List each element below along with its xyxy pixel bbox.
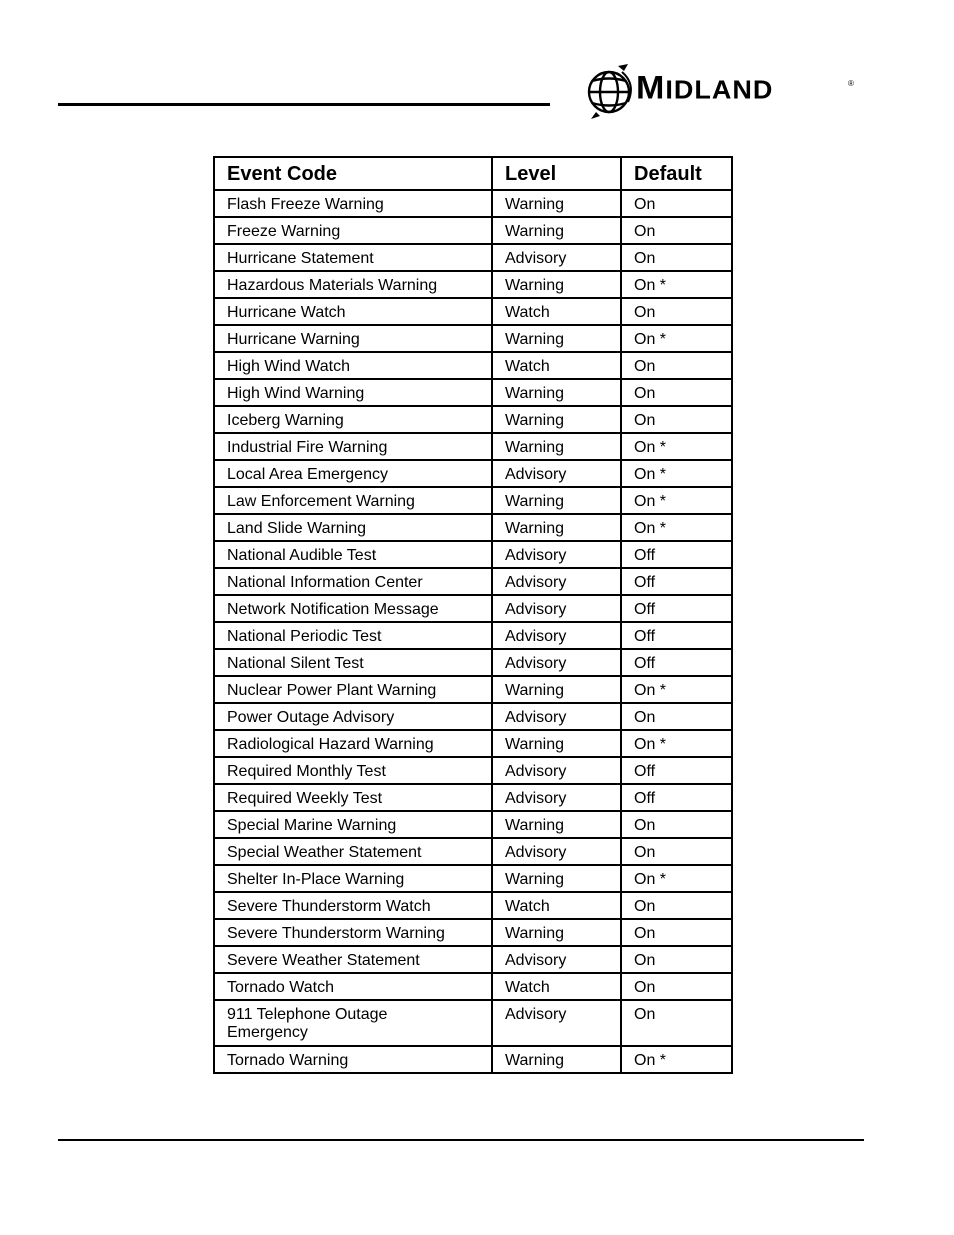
cell-default: On * <box>621 460 732 487</box>
cell-event-code: Power Outage Advisory <box>214 703 492 730</box>
cell-level: Watch <box>492 892 621 919</box>
cell-default: On <box>621 1000 732 1046</box>
table-row <box>214 649 732 676</box>
cell-event-code: Iceberg Warning <box>214 406 492 433</box>
cell-default: On <box>621 190 732 217</box>
cell-level: Warning <box>492 676 621 703</box>
cell-level: Warning <box>492 730 621 757</box>
cell-event-code: Radiological Hazard Warning <box>214 730 492 757</box>
cell-level: Watch <box>492 352 621 379</box>
footer-rule <box>58 1139 864 1141</box>
cell-default: On <box>621 919 732 946</box>
cell-default: On <box>621 298 732 325</box>
cell-default: On * <box>621 1046 732 1073</box>
table-row <box>214 217 732 244</box>
cell-default: On <box>621 703 732 730</box>
cell-level: Warning <box>492 811 621 838</box>
cell-default: On * <box>621 730 732 757</box>
registered-mark: ® <box>848 79 854 88</box>
cell-level: Warning <box>492 433 621 460</box>
cell-level: Warning <box>492 379 621 406</box>
table-body <box>214 190 732 1073</box>
cell-default: On * <box>621 271 732 298</box>
cell-event-code: Hurricane Watch <box>214 298 492 325</box>
cell-default: On * <box>621 865 732 892</box>
header-rule <box>58 103 550 106</box>
cell-event-code: Hurricane Warning <box>214 325 492 352</box>
cell-default: On <box>621 352 732 379</box>
table-row <box>214 190 732 217</box>
cell-event-code: Hurricane Statement <box>214 244 492 271</box>
cell-event-code: Special Weather Statement <box>214 838 492 865</box>
table-row <box>214 406 732 433</box>
table-row <box>214 1046 732 1073</box>
cell-level: Warning <box>492 325 621 352</box>
cell-level: Advisory <box>492 244 621 271</box>
cell-event-code: High Wind Warning <box>214 379 492 406</box>
table-row <box>214 757 732 784</box>
table-row <box>214 838 732 865</box>
cell-event-code: Required Monthly Test <box>214 757 492 784</box>
cell-level: Warning <box>492 271 621 298</box>
cell-default: Off <box>621 541 732 568</box>
table-row <box>214 595 732 622</box>
cell-event-code: Nuclear Power Plant Warning <box>214 676 492 703</box>
cell-level: Advisory <box>492 541 621 568</box>
cell-level: Warning <box>492 217 621 244</box>
cell-default: Off <box>621 568 732 595</box>
cell-default: On <box>621 892 732 919</box>
cell-event-code: National Information Center <box>214 568 492 595</box>
cell-event-code: Required Weekly Test <box>214 784 492 811</box>
cell-event-code: Tornado Warning <box>214 1046 492 1073</box>
table-row <box>214 514 732 541</box>
header-default: Default <box>621 157 732 190</box>
table-row <box>214 244 732 271</box>
table-row <box>214 379 732 406</box>
cell-event-code: Law Enforcement Warning <box>214 487 492 514</box>
cell-default: On * <box>621 514 732 541</box>
cell-default: On * <box>621 433 732 460</box>
table-row <box>214 892 732 919</box>
cell-event-code: National Silent Test <box>214 649 492 676</box>
cell-event-code: High Wind Watch <box>214 352 492 379</box>
cell-level: Warning <box>492 865 621 892</box>
cell-event-code: Land Slide Warning <box>214 514 492 541</box>
table-row <box>214 541 732 568</box>
cell-level: Advisory <box>492 838 621 865</box>
cell-default: On <box>621 946 732 973</box>
cell-default: On <box>621 217 732 244</box>
cell-level: Warning <box>492 190 621 217</box>
header-event-code: Event Code <box>214 157 492 190</box>
table-row <box>214 622 732 649</box>
cell-event-code: National Audible Test <box>214 541 492 568</box>
table-row <box>214 298 732 325</box>
cell-default: Off <box>621 649 732 676</box>
brand-wordmark <box>636 70 774 107</box>
table-row <box>214 433 732 460</box>
cell-level: Warning <box>492 514 621 541</box>
header-level: Level <box>492 157 621 190</box>
cell-level: Warning <box>492 406 621 433</box>
cell-default: On * <box>621 676 732 703</box>
event-code-table <box>213 156 733 1074</box>
table-header-row <box>214 157 732 190</box>
globe-icon <box>584 62 638 120</box>
cell-level: Warning <box>492 919 621 946</box>
cell-event-code: Industrial Fire Warning <box>214 433 492 460</box>
cell-event-code: Severe Thunderstorm Warning <box>214 919 492 946</box>
cell-event-code: Severe Weather Statement <box>214 946 492 973</box>
cell-event-code: 911 Telephone Outage Emergency <box>214 1000 492 1046</box>
cell-event-code: Special Marine Warning <box>214 811 492 838</box>
cell-default: Off <box>621 784 732 811</box>
table-row <box>214 676 732 703</box>
cell-default: On <box>621 406 732 433</box>
cell-level: Warning <box>492 487 621 514</box>
cell-default: On <box>621 379 732 406</box>
table-row <box>214 1000 732 1046</box>
brand-first-letter: M <box>636 70 666 107</box>
table-row <box>214 730 732 757</box>
cell-event-code: Hazardous Materials Warning <box>214 271 492 298</box>
table-row <box>214 460 732 487</box>
table-row <box>214 784 732 811</box>
cell-level: Advisory <box>492 595 621 622</box>
table-row <box>214 568 732 595</box>
cell-event-code: Severe Thunderstorm Watch <box>214 892 492 919</box>
cell-default: Off <box>621 622 732 649</box>
cell-level: Warning <box>492 1046 621 1073</box>
brand-rest: IDLAND <box>665 75 774 105</box>
table-row <box>214 487 732 514</box>
cell-event-code: Network Notification Message <box>214 595 492 622</box>
cell-event-code: National Periodic Test <box>214 622 492 649</box>
cell-level: Advisory <box>492 1000 621 1046</box>
cell-event-code: Tornado Watch <box>214 973 492 1000</box>
cell-default: On <box>621 244 732 271</box>
cell-default: On <box>621 973 732 1000</box>
cell-default: On * <box>621 487 732 514</box>
cell-level: Advisory <box>492 622 621 649</box>
table-row <box>214 703 732 730</box>
table-row <box>214 325 732 352</box>
table-row <box>214 271 732 298</box>
cell-level: Watch <box>492 973 621 1000</box>
cell-default: On * <box>621 325 732 352</box>
table-row <box>214 811 732 838</box>
cell-default: On <box>621 838 732 865</box>
cell-event-code: Local Area Emergency <box>214 460 492 487</box>
table-row <box>214 973 732 1000</box>
cell-level: Advisory <box>492 460 621 487</box>
table-row <box>214 946 732 973</box>
cell-default: Off <box>621 595 732 622</box>
cell-event-code: Freeze Warning <box>214 217 492 244</box>
cell-level: Advisory <box>492 946 621 973</box>
cell-default: Off <box>621 757 732 784</box>
table-row <box>214 919 732 946</box>
cell-level: Advisory <box>492 784 621 811</box>
table-row <box>214 865 732 892</box>
cell-level: Watch <box>492 298 621 325</box>
cell-event-code: Shelter In-Place Warning <box>214 865 492 892</box>
cell-level: Advisory <box>492 703 621 730</box>
cell-level: Advisory <box>492 649 621 676</box>
table-row <box>214 352 732 379</box>
midland-logo <box>584 62 856 120</box>
cell-level: Advisory <box>492 568 621 595</box>
cell-default: On <box>621 811 732 838</box>
cell-event-code: Flash Freeze Warning <box>214 190 492 217</box>
cell-level: Advisory <box>492 757 621 784</box>
